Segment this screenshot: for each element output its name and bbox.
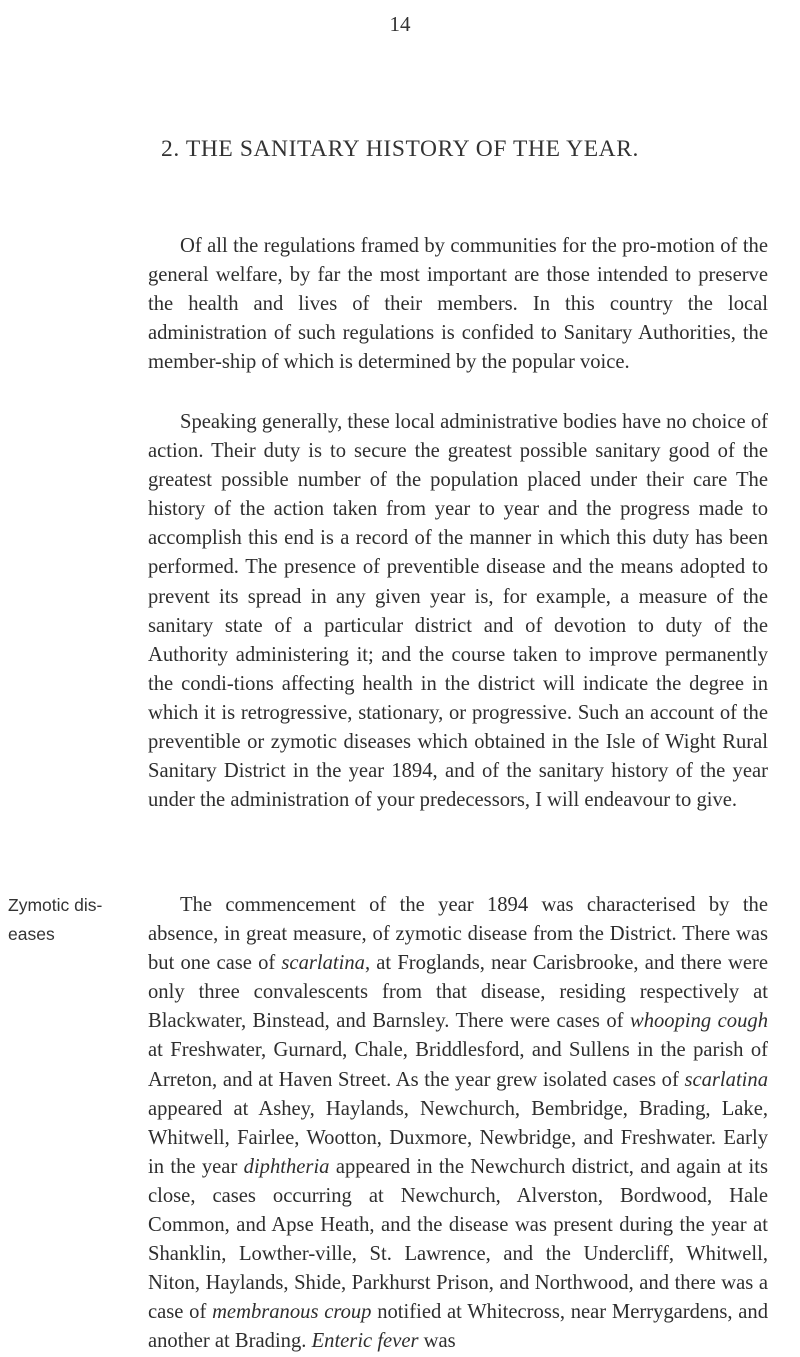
section-heading: 2. THE SANITARY HISTORY OF THE YEAR. [160, 136, 639, 162]
text-segment: notified at Whitecross, near Merrygardens, and another at Brading. [148, 1301, 769, 1353]
page-number: 14 [389, 12, 411, 36]
text-segment: was [418, 1330, 456, 1353]
paragraph-regulations [148, 232, 768, 377]
text-segment: at Freshwater, Gurnard, Chale, Briddlesford, and Sullens in the parish of Arreton, and at Haven Street. As the year grew isolated cases of [148, 1039, 768, 1091]
disease-name-membranous-croup: membranous croup [212, 1301, 372, 1324]
text-segment: appeared at Ashey, Haylands, Newchurch, Bembridge, Brading, Lake, Whitwell, Fairlee, Wootton, Duxmore, Newbridge, and Freshwater. Early in the year [148, 1097, 768, 1178]
paragraph-1-text: Of all the regulations framed by communities for the pro-motion of the general welfare, by far the most important are those intended to preserve the health and lives of their members. In this country the local administration of such regulations is confided to Sanitary Authorities, the member-ship of which is determined by the popular voice. [148, 235, 768, 374]
disease-name-diphtheria: diphtheria [243, 1155, 330, 1178]
disease-name-scarlatina: scarlatina [684, 1068, 768, 1091]
disease-name-enteric-fever: Enteric fever [311, 1330, 419, 1353]
paragraph-2-text: Speaking generally, these local administrative bodies have no choice of action. Their duty is to secure the greatest possible sanitary good of the greatest possible number of the population placed under their care The history of the action taken from year to year and the progress made to accomplish this end is a record of the manner in which this duty has been performed. The presence of preventible disease and the means adopted to prevent its spread in any given year is, for example, a measure of the sanitary state of a particular district and of devotion to duty of the Authority administering it; and the course taken to improve permanently the condi-tions affecting health in the district will indicate the degree in which it is retrogressive, stationary, or progressive. Such an account of the preventible or zymotic diseases which obtained in the Isle of Wight Rural Sanitary District in the year 1894, and of the sanitary history of the year under the administration of your predecessors, I will endeavour to give. [148, 411, 768, 812]
margin-note-line-1: Zymotic dis- [8, 895, 103, 915]
text-segment: appeared in the Newchurch district, and again at its close, cases occurring at Newchurch, Alverston, Bordwood, Hale Common, and Apse Heath, and the disease was present during the year at Shanklin, Lowther-ville, St. Lawrence, and the Undercliff, Whitwell, Niton, Haylands, Shide, Parkhurst Prison, and Northwood, and there was a case of [148, 1155, 768, 1324]
disease-name-whooping-cough: whooping cough [629, 1010, 768, 1033]
text-segment: , at Froglands, near Carisbrooke, and there were only three convalescents from that disease, residing respectively at Blackwater, Binstead, and Barnsley. There were cases of [148, 952, 768, 1033]
margin-note-zymotic-diseases [8, 891, 128, 949]
paragraph-zymotic-account [148, 891, 768, 1357]
margin-note-line-2: eases [8, 924, 55, 944]
text-segment: The commencement of the year 1894 was characterised by the absence, in great measure, of zymotic disease from the District. There was but one case of [148, 894, 768, 975]
paragraph-sanitary-duty [148, 408, 768, 815]
paragraph-3-text [148, 891, 768, 1357]
disease-name-scarlatina: scarlatina [281, 952, 365, 975]
